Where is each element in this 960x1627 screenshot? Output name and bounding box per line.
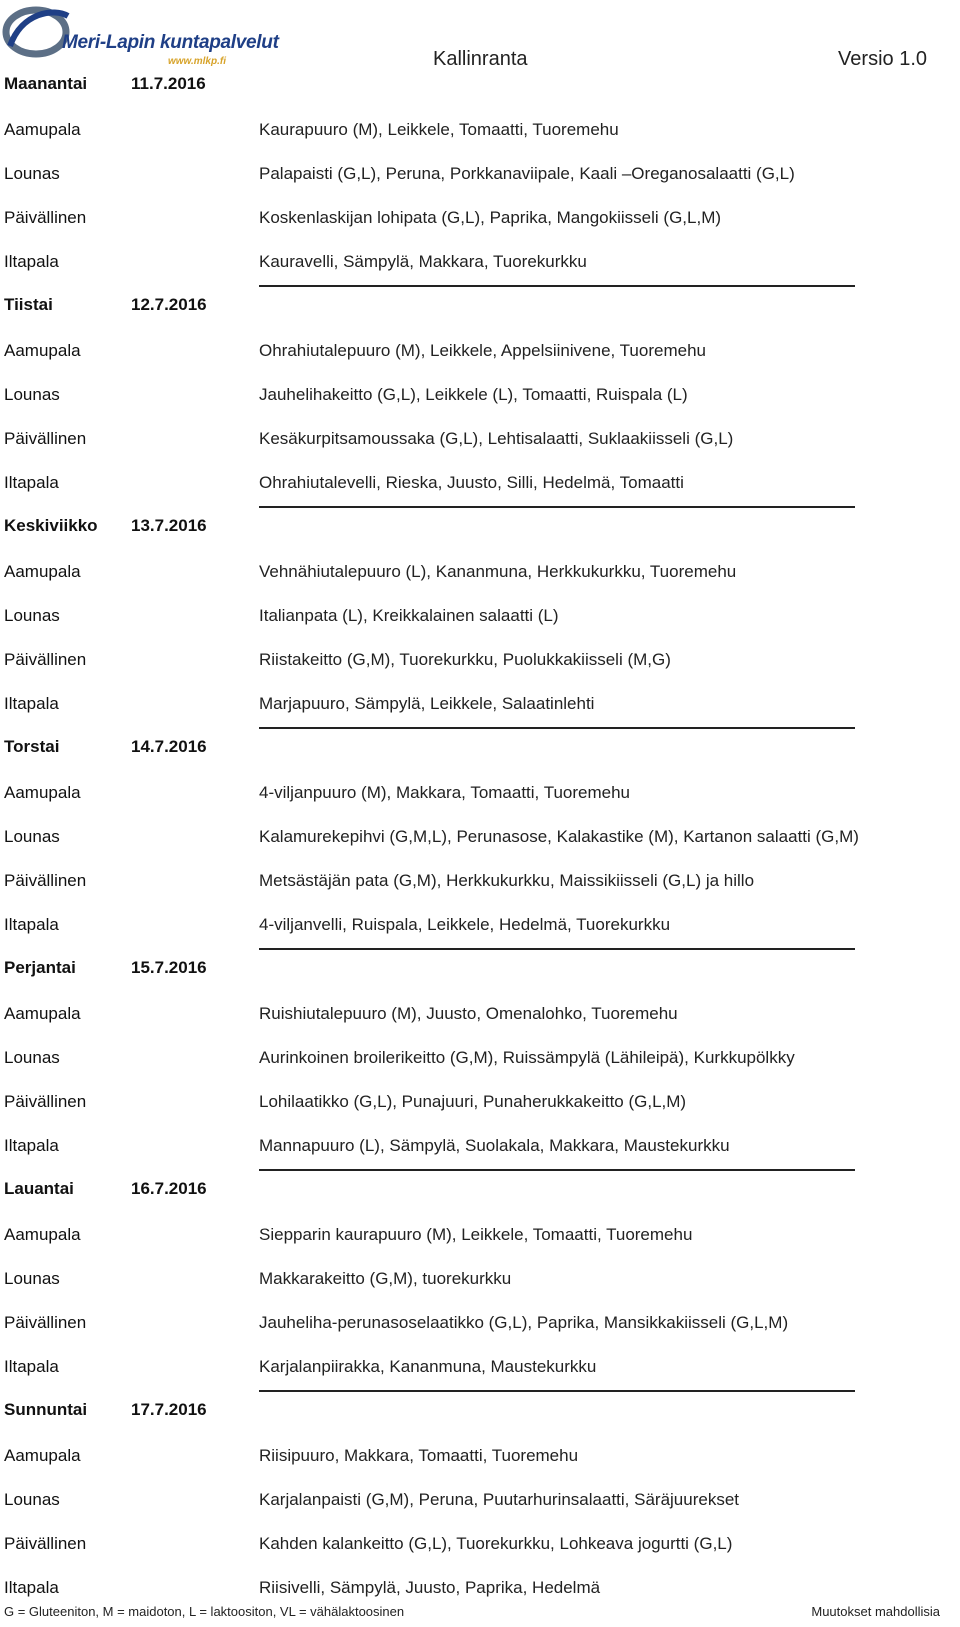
meal-text: Kaurapuuro (M), Leikkele, Tomaatti, Tuoremehu [259,120,619,139]
meal-label: Iltapala [4,1136,59,1155]
meal-label: Päivällinen [4,650,87,669]
meal-label: Aamupala [4,1004,81,1023]
meal-label: Lounas [4,1269,60,1288]
day-date: 11.7.2016 [131,74,206,93]
meal-label: Lounas [4,606,60,625]
day-section [4,287,894,508]
meal-text: Riistakeitto (G,M), Tuorekurkku, Puolukkakiisseli (M,G) [259,650,671,669]
meal-row [4,1038,894,1082]
meal-text: Italianpata (L), Kreikkalainen salaatti (L) [259,606,559,625]
meal-label: Lounas [4,385,60,404]
meal-row [4,1126,894,1170]
meal-label: Aamupala [4,783,81,802]
meal-label: Iltapala [4,915,59,934]
day-name: Lauantai [4,1179,74,1198]
meal-text: Mannapuuro (L), Sämpylä, Suolakala, Makkara, Maustekurkku [259,1136,730,1155]
meal-text: Kesäkurpitsamoussaka (G,L), Lehtisalaatti, Suklaakiisseli (G,L) [259,429,734,448]
menu-days [4,66,894,1612]
day-header [4,287,894,331]
meal-label: Päivällinen [4,1313,87,1332]
day-date: 15.7.2016 [131,958,207,977]
version-label: Versio 1.0 [838,48,927,70]
meal-row [4,198,894,242]
meal-row [4,1215,894,1259]
day-name: Keskiviikko [4,516,98,535]
day-name: Maanantai [4,74,88,93]
meal-label: Iltapala [4,694,59,713]
meal-text: Riisipuuro, Makkara, Tomaatti, Tuoremehu [259,1446,579,1465]
day-name: Perjantai [4,958,76,977]
meal-text: Ruishiutalepuuro (M), Juusto, Omenalohko, Tuoremehu [259,1004,678,1023]
meal-label: Päivällinen [4,208,87,227]
meal-row [4,1303,894,1347]
logo-url: www.mlkp.fi [168,56,226,67]
meal-text: Ohrahiutalepuuro (M), Leikkele, Appelsiinivene, Tuoremehu [259,341,706,360]
day-header [4,1171,894,1215]
day-date: 13.7.2016 [131,516,207,535]
meal-row [4,1347,894,1391]
meal-row [4,419,894,463]
meal-row [4,552,894,596]
day-date: 12.7.2016 [131,295,207,314]
meal-row [4,596,894,640]
footer-note: Muutokset mahdollisia [811,1604,940,1619]
day-section [4,508,894,729]
page-title: Kallinranta [433,48,528,70]
meal-row [4,1480,894,1524]
meal-label: Lounas [4,1048,60,1067]
meal-row [4,375,894,419]
day-header [4,729,894,773]
meal-label: Iltapala [4,252,59,271]
meal-label: Päivällinen [4,1092,87,1111]
meal-row [4,154,894,198]
meal-row [4,817,894,861]
meal-text: Marjapuuro, Sämpylä, Leikkele, Salaatinlehti [259,694,595,713]
meal-row [4,684,894,728]
meal-text: Siepparin kaurapuuro (M), Leikkele, Tomaatti, Tuoremehu [259,1225,693,1244]
meal-label: Päivällinen [4,429,87,448]
meal-label: Lounas [4,1490,60,1509]
day-date: 14.7.2016 [131,737,207,756]
meal-text: Lohilaatikko (G,L), Punajuuri, Punaherukkakeitto (G,L,M) [259,1092,687,1111]
meal-row [4,773,894,817]
meal-label: Lounas [4,827,60,846]
day-header [4,66,894,110]
day-header [4,1392,894,1436]
meal-text: Vehnähiutalepuuro (L), Kananmuna, Herkkukurkku, Tuoremehu [259,562,737,581]
day-section [4,729,894,950]
meal-text: Aurinkoinen broilerikeitto (G,M), Ruissämpylä (Lähileipä), Kurkkupölkky [259,1048,795,1067]
meal-text: Makkarakeitto (G,M), tuorekurkku [259,1269,512,1288]
meal-text: 4-viljanpuuro (M), Makkara, Tomaatti, Tuoremehu [259,783,631,802]
meal-row [4,1259,894,1303]
meal-text: Ohrahiutalevelli, Rieska, Juusto, Silli, Hedelmä, Tomaatti [259,473,684,492]
day-section [4,1392,894,1612]
meal-row [4,861,894,905]
meal-row [4,331,894,375]
meal-label: Aamupala [4,120,81,139]
meal-row [4,1436,894,1480]
day-name: Torstai [4,737,60,756]
meal-row [4,1524,894,1568]
meal-label: Päivällinen [4,871,87,890]
meal-text: Koskenlaskijan lohipata (G,L), Paprika, Mangokiisseli (G,L,M) [259,208,722,227]
meal-row [4,242,894,286]
meal-text: Kauravelli, Sämpylä, Makkara, Tuorekurkku [259,252,587,271]
meal-label: Päivällinen [4,1534,87,1553]
meal-text: Karjalanpaisti (G,M), Peruna, Puutarhurinsalaatti, Säräjuurekset [259,1490,740,1509]
day-section [4,950,894,1171]
meal-text: Kalamurekepihvi (G,M,L), Perunasose, Kalakastike (M), Kartanon salaatti (G,M) [259,827,859,846]
day-section [4,66,894,287]
day-date: 17.7.2016 [131,1400,207,1419]
day-name: Sunnuntai [4,1400,88,1419]
meal-text: Kahden kalankeitto (G,L), Tuorekurkku, Lohkeava jogurtti (G,L) [259,1534,733,1553]
meal-row [4,1082,894,1126]
meal-row [4,994,894,1038]
meal-label: Aamupala [4,1446,81,1465]
day-section [4,1171,894,1392]
meal-text: Metsästäjän pata (G,M), Herkkukurkku, Maissikiisseli (G,L) ja hillo [259,871,755,890]
allergen-legend: G = Gluteeniton, M = maidoton, L = laktoositon, VL = vähälaktoosinen [4,1604,405,1619]
day-date: 16.7.2016 [131,1179,207,1198]
meal-label: Aamupala [4,341,81,360]
meal-label: Iltapala [4,473,59,492]
logo [2,2,279,70]
meal-text: Riisivelli, Sämpylä, Juusto, Paprika, Hedelmä [259,1578,601,1597]
meal-text: 4-viljanvelli, Ruispala, Leikkele, Hedelmä, Tuorekurkku [259,915,671,934]
meal-text: Palapaisti (G,L), Peruna, Porkkanaviipale, Kaali –Oreganosalaatti (G,L) [259,164,795,183]
meal-text: Jauheliha-perunasoselaatikko (G,L), Paprika, Mansikkakiisseli (G,L,M) [259,1313,789,1332]
meal-label: Iltapala [4,1578,59,1597]
day-name: Tiistai [4,295,53,314]
meal-text: Karjalanpiirakka, Kananmuna, Maustekurkku [259,1357,597,1376]
day-header [4,508,894,552]
meal-label: Iltapala [4,1357,59,1376]
meal-label: Aamupala [4,1225,81,1244]
meal-row [4,905,894,949]
meal-label: Aamupala [4,562,81,581]
meal-row [4,463,894,507]
logo-text: Meri-Lapin kuntapalvelut [62,32,279,53]
meal-label: Lounas [4,164,60,183]
day-header [4,950,894,994]
meal-text: Jauhelihakeitto (G,L), Leikkele (L), Tomaatti, Ruispala (L) [259,385,688,404]
meal-row [4,640,894,684]
meal-row [4,110,894,154]
